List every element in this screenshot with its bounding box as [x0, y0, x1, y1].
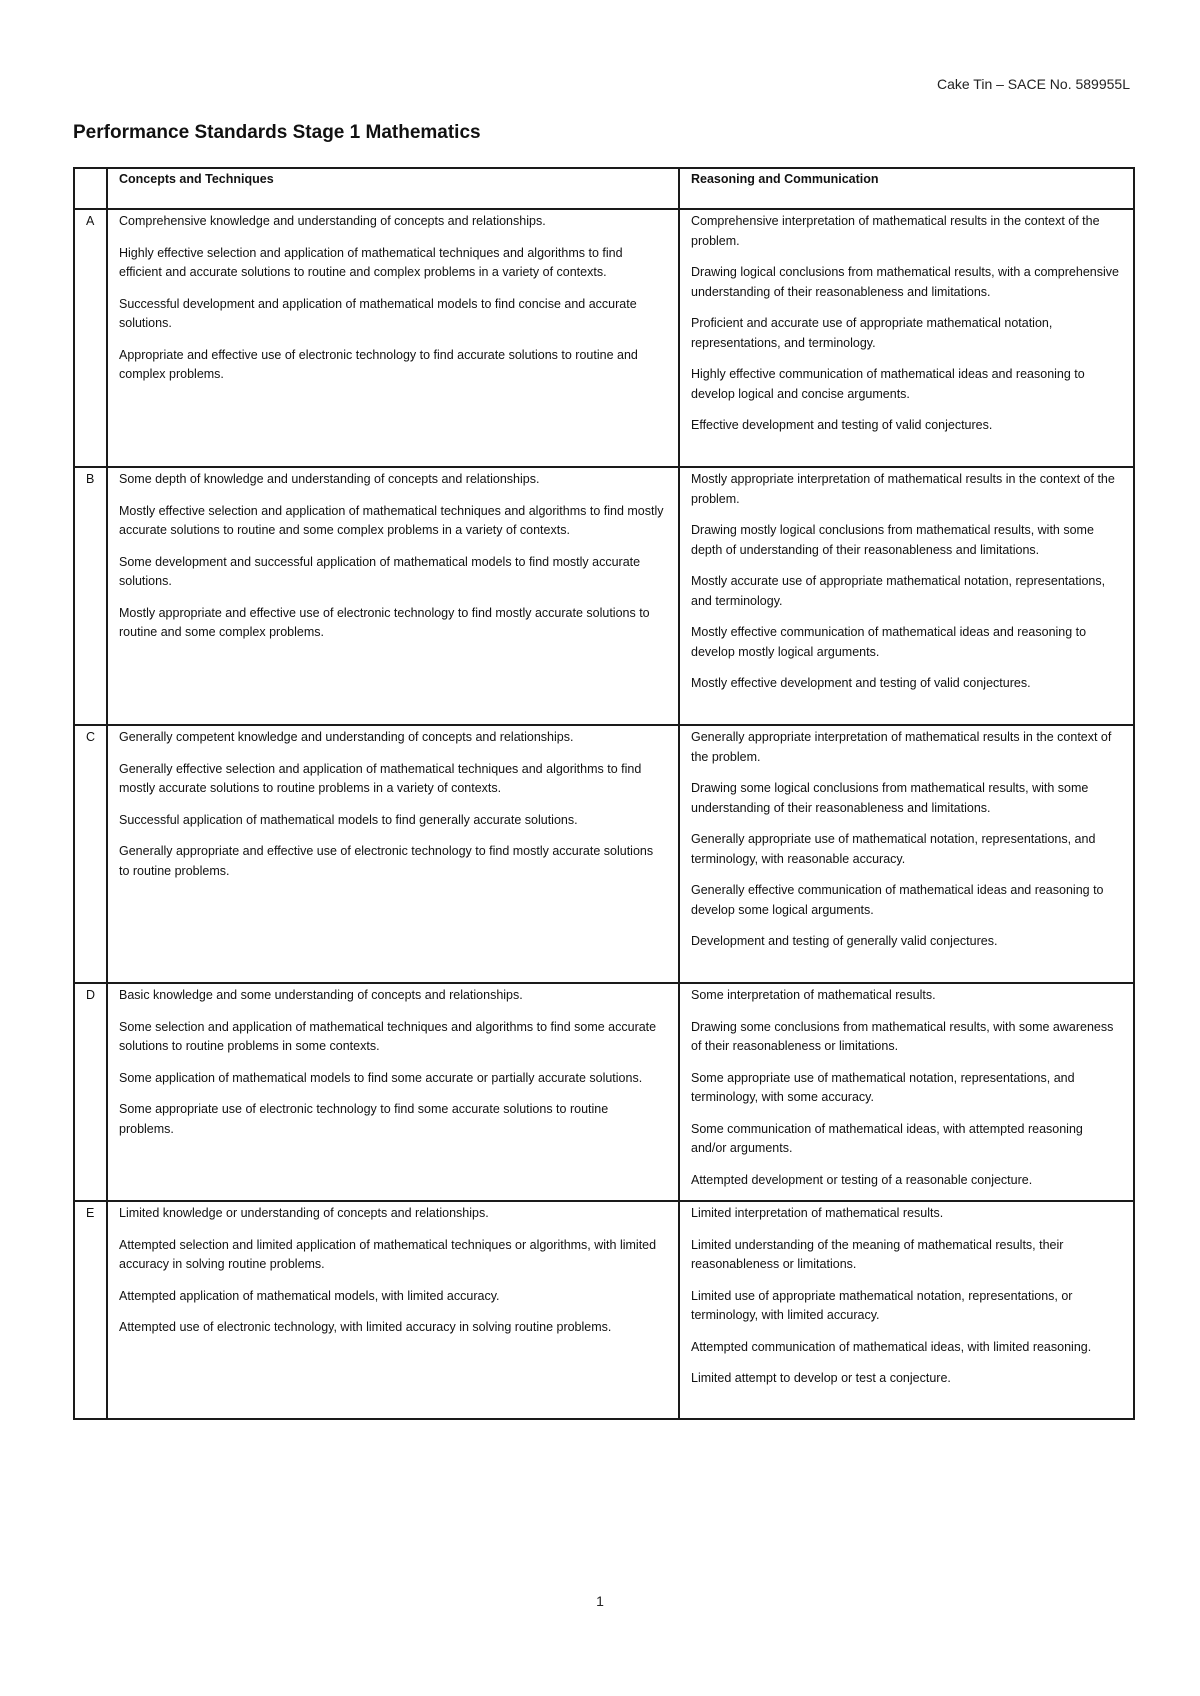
performance-standards-table	[73, 167, 1135, 1420]
criterion-text: Highly effective selection and application of mathematical techniques and algorithms to find efficient and accurate solutions to routine and complex problems in a variety of contexts.	[119, 245, 623, 279]
criterion-text: Effective development and testing of valid conjectures.	[691, 418, 993, 432]
criterion-text: Limited use of appropriate mathematical notation, representations, or terminology, with limited accuracy.	[691, 1288, 1073, 1322]
reasoning-cell	[679, 1201, 1134, 1419]
reasoning-cell	[679, 467, 1134, 725]
page-number: 1	[596, 1593, 604, 1609]
criterion-text: Some communication of mathematical ideas, with attempted reasoning and/or arguments.	[691, 1121, 1083, 1155]
criterion-text: Highly effective communication of mathematical ideas and reasoning to develop logical and concise arguments.	[691, 367, 1085, 401]
criterion-text: Mostly effective communication of mathematical ideas and reasoning to develop mostly logical arguments.	[691, 625, 1087, 659]
concepts-cell	[107, 1201, 679, 1419]
criterion-text: Drawing logical conclusions from mathematical results, with a comprehensive understanding of their reasonableness and limitations.	[691, 265, 1119, 299]
criterion-text: Some appropriate use of electronic technology to find some accurate solutions to routine problems.	[119, 1102, 609, 1136]
criterion-text: Limited attempt to develop or test a conjecture.	[691, 1371, 951, 1385]
page-title: Performance Standards Stage 1 Mathematics	[73, 122, 481, 143]
criterion-text: Some application of mathematical models to find some accurate or partially accurate solutions.	[119, 1070, 643, 1085]
criterion-text: Limited understanding of the meaning of mathematical results, their reasonableness or limitations.	[691, 1237, 1064, 1271]
criterion-text: Basic knowledge and some understanding of concepts and relationships.	[119, 988, 523, 1002]
reasoning-cell	[679, 725, 1134, 983]
criterion-text: Generally appropriate and effective use of electronic technology to find mostly accurate solutions to routine problems.	[119, 844, 654, 878]
grade-label: E	[74, 1201, 107, 1419]
grade-label: D	[74, 983, 107, 1201]
criterion-text: Generally effective selection and application of mathematical techniques and algorithms to find mostly accurate solutions to routine problems in a variety of contexts.	[119, 761, 642, 795]
concepts-cell	[107, 983, 679, 1201]
table-row	[74, 983, 1134, 1201]
concepts-cell	[107, 725, 679, 983]
criterion-text: Development and testing of generally valid conjectures.	[691, 934, 998, 948]
criterion-text: Attempted communication of mathematical ideas, with limited reasoning.	[691, 1339, 1092, 1354]
criterion-text: Comprehensive interpretation of mathematical results in the context of the problem.	[691, 214, 1100, 248]
criterion-text: Generally competent knowledge and understanding of concepts and relationships.	[119, 730, 574, 744]
document-header: Cake Tin – SACE No. 589955L	[936, 76, 1130, 92]
criterion-text: Mostly appropriate interpretation of mathematical results in the context of the problem.	[691, 472, 1115, 506]
table-row	[74, 209, 1134, 467]
criterion-text: Successful application of mathematical models to find generally accurate solutions.	[119, 812, 578, 827]
criterion-text: Some selection and application of mathematical techniques and algorithms to find some accurate solutions to routine problems in some contexts.	[119, 1019, 657, 1053]
grade-label: B	[74, 467, 107, 725]
criterion-text: Some interpretation of mathematical results.	[691, 988, 936, 1002]
criterion-text: Generally appropriate interpretation of mathematical results in the context of the problem.	[691, 730, 1112, 764]
criterion-text: Proficient and accurate use of appropriate mathematical notation, representations, and terminology.	[691, 316, 1053, 350]
criterion-text: Successful development and application of mathematical models to find concise and accurate solutions.	[119, 296, 637, 330]
criterion-text: Comprehensive knowledge and understanding of concepts and relationships.	[119, 214, 546, 228]
criterion-text: Drawing some conclusions from mathematical results, with some awareness of their reasonableness or limitations.	[691, 1019, 1114, 1053]
criterion-text: Drawing mostly logical conclusions from mathematical results, with some depth of understanding of their reasonableness and limitations.	[691, 523, 1094, 557]
criterion-text: Some depth of knowledge and understanding of concepts and relationships.	[119, 472, 540, 486]
criterion-text: Generally appropriate use of mathematical notation, representations, and terminology, with reasonable accuracy.	[691, 832, 1096, 866]
concepts-cell	[107, 209, 679, 467]
criterion-text: Mostly effective selection and application of mathematical techniques and algorithms to find mostly accurate solutions to routine and some complex problems in a variety of contexts.	[119, 503, 664, 537]
reasoning-cell	[679, 209, 1134, 467]
criterion-text: Some appropriate use of mathematical notation, representations, and terminology, with some accuracy.	[691, 1070, 1075, 1104]
grade-column-header	[74, 168, 107, 209]
table-row	[74, 725, 1134, 983]
criterion-text: Attempted selection and limited application of mathematical techniques or algorithms, with limited accuracy in solving routine problems.	[119, 1237, 657, 1271]
criterion-text: Attempted development or testing of a reasonable conjecture.	[691, 1172, 1033, 1187]
criterion-text: Limited interpretation of mathematical results.	[691, 1206, 944, 1220]
criterion-text: Attempted application of mathematical models, with limited accuracy.	[119, 1288, 500, 1303]
criterion-text: Mostly effective development and testing of valid conjectures.	[691, 676, 1031, 690]
criterion-text: Attempted use of electronic technology, with limited accuracy in solving routine problems.	[119, 1320, 612, 1334]
grade-label: A	[74, 209, 107, 467]
concepts-cell	[107, 467, 679, 725]
criterion-text: Generally effective communication of mathematical ideas and reasoning to develop some logical arguments.	[691, 883, 1104, 917]
table-header-row	[74, 168, 1134, 209]
reasoning-column-header: Reasoning and Communication	[679, 168, 1134, 209]
criterion-text: Drawing some logical conclusions from mathematical results, with some understanding of their reasonableness and limitations.	[691, 781, 1089, 815]
criterion-text: Limited knowledge or understanding of concepts and relationships.	[119, 1206, 489, 1220]
criterion-text: Mostly appropriate and effective use of electronic technology to find mostly accurate solutions to routine and some complex problems.	[119, 605, 650, 639]
concepts-column-header: Concepts and Techniques	[107, 168, 679, 209]
grade-label: C	[74, 725, 107, 983]
criterion-text: Some development and successful application of mathematical models to find mostly accurate solutions.	[119, 554, 641, 588]
table-row	[74, 467, 1134, 725]
reasoning-cell	[679, 983, 1134, 1201]
criterion-text: Mostly accurate use of appropriate mathematical notation, representations, and terminology.	[691, 574, 1106, 608]
table-row	[74, 1201, 1134, 1419]
criterion-text: Appropriate and effective use of electronic technology to find accurate solutions to routine and complex problems.	[119, 347, 638, 381]
